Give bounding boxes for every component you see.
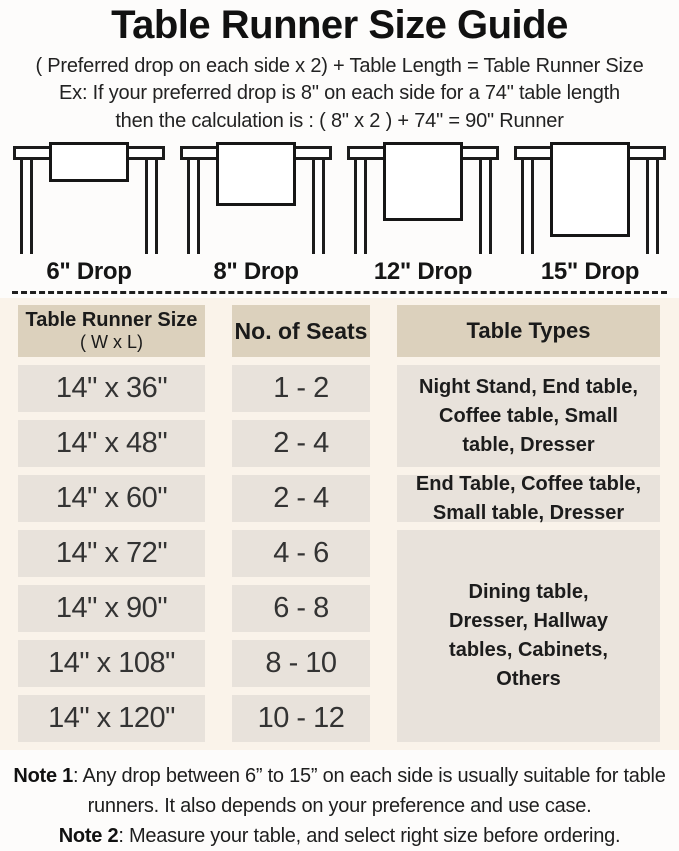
table-runner-drawing-15 <box>514 142 666 254</box>
runner-shape <box>383 142 463 221</box>
runner-size-cell: 14" x 48" <box>18 420 205 467</box>
note-1-text: : Any drop between 6” to 15” on each side is usually suitable for table runners. It also depends on your preference and use case. <box>73 765 666 817</box>
runner-shape <box>550 142 630 237</box>
table-types-cell-medium: End Table, Coffee table, Small table, Dresser <box>397 475 660 522</box>
runner-size-cell: 14" x 108" <box>18 640 205 687</box>
drop-illustration-6 <box>13 142 165 286</box>
runner-size-cell: 14" x 120" <box>18 695 205 742</box>
seats-cell: 2 - 4 <box>232 420 370 467</box>
table-leg-right <box>145 159 158 254</box>
seats-cell: 2 - 4 <box>232 475 370 522</box>
col-header-seats: No. of Seats <box>232 305 370 357</box>
notes <box>0 750 679 851</box>
note-2-text: : Measure your table, and select right size before ordering. <box>118 825 621 847</box>
drop-label: 12" Drop <box>373 258 473 285</box>
drop-label: 6" Drop <box>46 258 132 285</box>
header <box>0 0 679 135</box>
note-1 <box>4 761 675 821</box>
table-leg-left <box>20 159 33 254</box>
table-leg-left <box>187 159 200 254</box>
table-types-cell-large: Dining table, Dresser, Hallway tables, Cabinets, Others <box>397 530 660 742</box>
table-types-cell-small: Night Stand, End table, Coffee table, Small table, Dresser <box>397 365 660 467</box>
drop-illustrations <box>0 142 679 286</box>
note-2-label: Note 2 <box>58 825 119 847</box>
table-runner-drawing-8 <box>180 142 332 254</box>
drop-label: 8" Drop <box>213 258 299 285</box>
table-runner-drawing-6 <box>13 142 165 254</box>
drop-label: 15" Drop <box>540 258 640 285</box>
runner-size-cell: 14" x 72" <box>18 530 205 577</box>
seats-cell: 4 - 6 <box>232 530 370 577</box>
seats-cell: 10 - 12 <box>232 695 370 742</box>
runner-size-cell: 14" x 36" <box>18 365 205 412</box>
col-header-table-types: Table Types <box>397 305 660 357</box>
table-leg-left <box>354 159 367 254</box>
runner-shape <box>49 142 129 182</box>
example-line-2: then the calculation is : ( 8" x 2 ) + 74" = 90" Runner <box>115 110 564 132</box>
table-leg-left <box>521 159 534 254</box>
drop-illustration-8 <box>180 142 332 286</box>
drop-illustration-12 <box>347 142 499 286</box>
table-runner-drawing-12 <box>347 142 499 254</box>
col-header-runner-size: Table Runner Size ( W x L) <box>18 305 205 357</box>
runner-size-cell: 14" x 60" <box>18 475 205 522</box>
table-leg-right <box>479 159 492 254</box>
seats-cell: 1 - 2 <box>232 365 370 412</box>
size-table-panel <box>0 298 679 750</box>
table-leg-right <box>312 159 325 254</box>
runner-shape <box>216 142 296 206</box>
runner-size-cell: 14" x 90" <box>18 585 205 632</box>
example-line-1: Ex: If your preferred drop is 8" on each side for a 74" table length <box>59 82 620 104</box>
seats-cell: 6 - 8 <box>232 585 370 632</box>
page-title: Table Runner Size Guide <box>111 3 568 47</box>
drop-illustration-15 <box>514 142 666 286</box>
dashed-divider <box>12 291 667 294</box>
seats-cell: 8 - 10 <box>232 640 370 687</box>
table-leg-right <box>646 159 659 254</box>
formula-text: ( Preferred drop on each side x 2) + Table Length = Table Runner Size <box>35 55 644 77</box>
size-table <box>18 305 679 742</box>
note-1-label: Note 1 <box>13 765 73 787</box>
